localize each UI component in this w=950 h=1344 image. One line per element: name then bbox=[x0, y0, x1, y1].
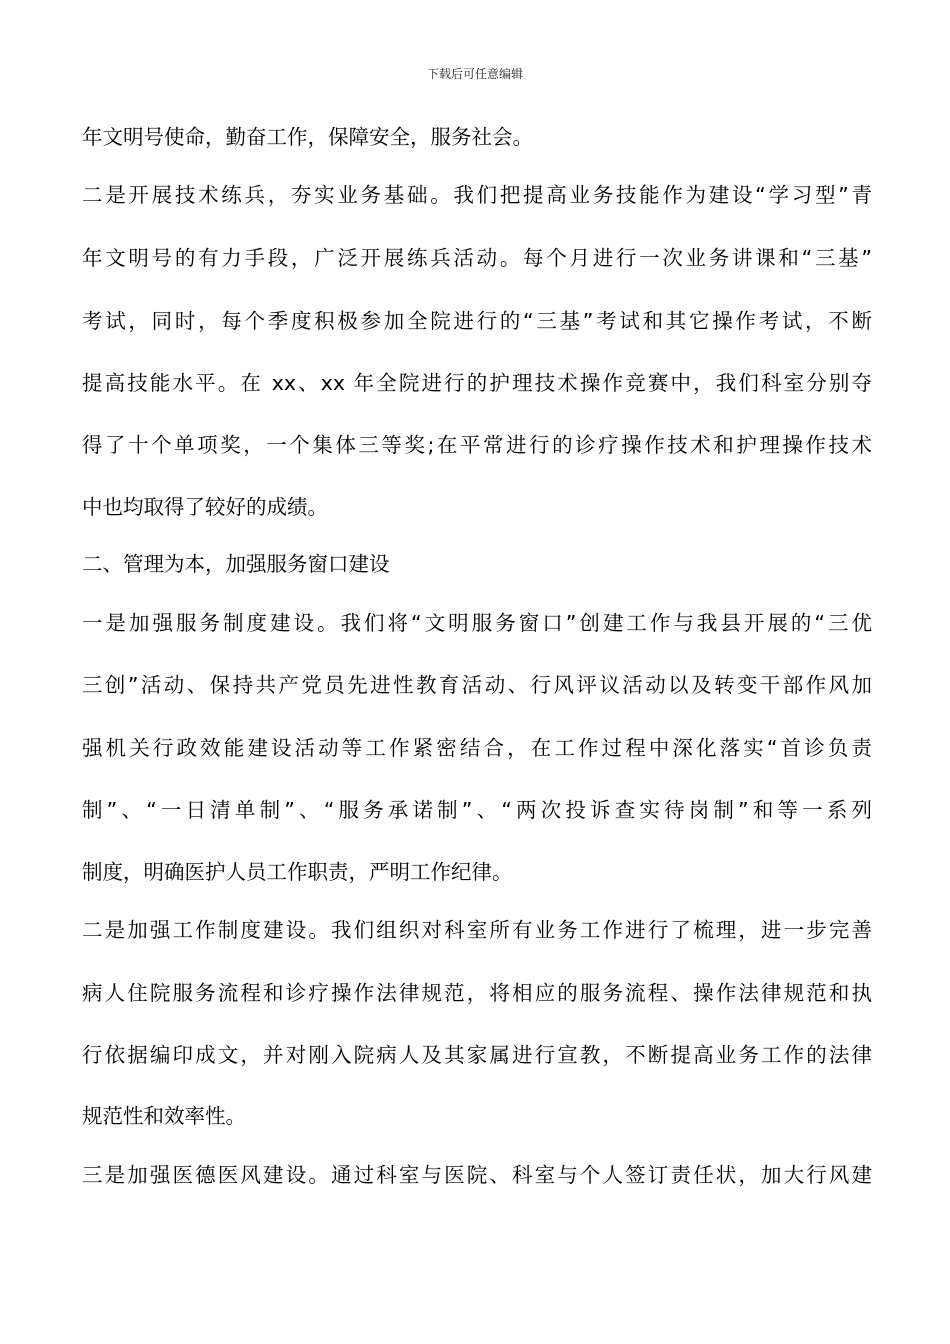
section-heading: 二、管理为本，加强服务窗口建设 bbox=[82, 552, 390, 576]
paragraph-line: 制度，明确医护人员工作职责，严明工作纪律。 bbox=[82, 860, 513, 884]
paragraph-line: 中也均取得了较好的成绩。 bbox=[82, 495, 328, 519]
paragraph-line: 年文明号的有力手段，广泛开展练兵活动。每个月进行一次业务讲课和“三基” bbox=[82, 246, 872, 270]
paragraph-line: 二是开展技术练兵，夯实业务基础。我们把提高业务技能作为建设“学习型”青 bbox=[82, 183, 872, 207]
paragraph-line: 二是加强工作制度建设。我们组织对科室所有业务工作进行了梳理，进一步完善 bbox=[82, 918, 872, 942]
paragraph-line: 制”、“一日清单制”、“服务承诺制”、“两次投诉查实待岗制”和等一系列 bbox=[82, 798, 872, 822]
paragraph-line: 一是加强服务制度建设。我们将“文明服务窗口”创建工作与我县开展的“三优 bbox=[82, 611, 872, 635]
paragraph-line: 病人住院服务流程和诊疗操作法律规范，将相应的服务流程、操作法律规范和执 bbox=[82, 981, 872, 1005]
paragraph-line: 强机关行政效能建设活动等工作紧密结合，在工作过程中深化落实“首诊负责 bbox=[82, 736, 872, 760]
paragraph-line: 三创”活动、保持共产党员先进性教育活动、行风评议活动以及转变干部作风加 bbox=[82, 673, 872, 697]
paragraph-line: 提高技能水平。在 xx、xx 年全院进行的护理技术操作竞赛中，我们科室分别夺 bbox=[82, 371, 872, 395]
paragraph-line: 得了十个单项奖，一个集体三等奖;在平常进行的诊疗操作技术和护理操作技术 bbox=[82, 433, 872, 457]
paragraph-line: 考试，同时，每个季度积极参加全院进行的“三基”考试和其它操作考试，不断 bbox=[82, 309, 872, 333]
page-header-note: 下载后可任意编辑 bbox=[426, 67, 523, 81]
paragraph-line: 行依据编印成文，并对刚入院病人及其家属进行宣教，不断提高业务工作的法律 bbox=[82, 1043, 872, 1067]
paragraph-line: 三是加强医德医风建设。通过科室与医院、科室与个人签订责任状，加大行风建 bbox=[82, 1163, 872, 1187]
paragraph-line: 年文明号使命，勤奋工作，保障安全，服务社会。 bbox=[82, 125, 533, 149]
paragraph-line: 规范性和效率性。 bbox=[82, 1104, 246, 1128]
